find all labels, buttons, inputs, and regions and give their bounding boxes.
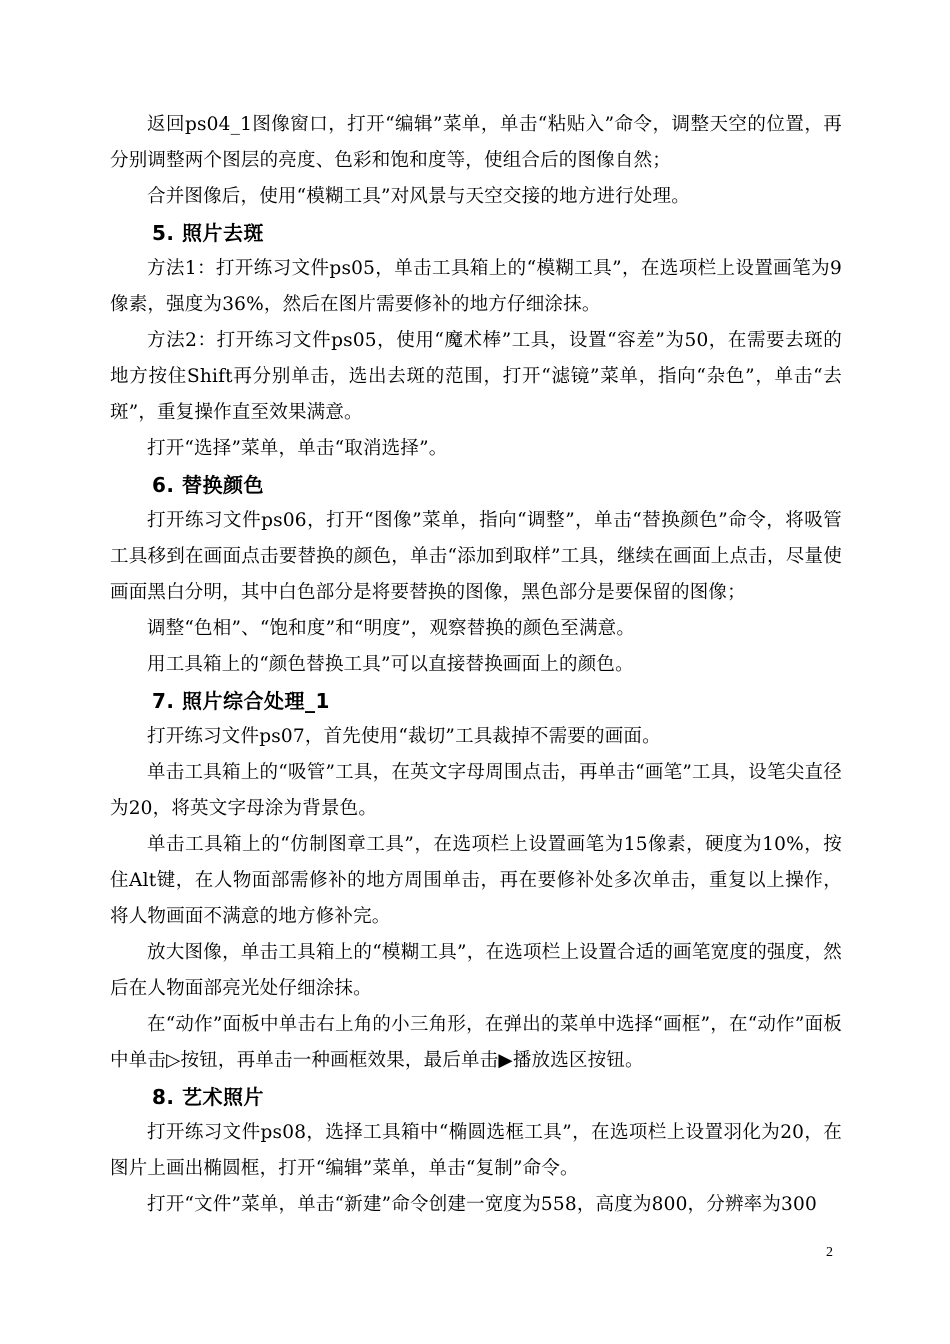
body-text	[110, 107, 842, 1223]
paragraph: 返回ps04_1图像窗口，打开“编辑”菜单，单击“粘贴入”命令，调整天空的位置，再分别调整两个图层的亮度、色彩和饱和度等，使组合后的图像自然；	[110, 114, 842, 171]
paragraph: 用工具箱上的“颜色替换工具”可以直接替换画面上的颜色。	[147, 654, 634, 675]
section-heading: 5. 照片去斑	[152, 221, 264, 245]
paragraph: 打开“文件”菜单，单击“新建”命令创建一宽度为558，高度为800，分辨率为300	[147, 1194, 817, 1215]
paragraph: 打开练习文件ps07，首先使用“裁切”工具裁掉不需要的画面。	[147, 726, 661, 747]
paragraph: 单击工具箱上的“吸管”工具，在英文字母周围点击，再单击“画笔”工具，设笔尖直径为20，将英文字母涂为背景色。	[110, 762, 842, 819]
paragraph: 放大图像，单击工具箱上的“模糊工具”，在选项栏上设置合适的画笔宽度的强度，然后在人物面部亮光处仔细涂抹。	[110, 942, 842, 999]
page-number: 2	[826, 1245, 833, 1260]
paragraph: 合并图像后，使用“模糊工具”对风景与天空交接的地方进行处理。	[147, 186, 690, 207]
section-heading: 6. 替换颜色	[152, 473, 264, 497]
paragraph: 打开“选择”菜单，单击“取消选择”。	[147, 438, 448, 459]
section-heading: 8. 艺术照片	[152, 1085, 264, 1109]
section-heading: 7. 照片综合处理_1	[152, 689, 330, 713]
paragraph: 打开练习文件ps06，打开“图像”菜单，指向“调整”，单击“替换颜色”命令，将吸管工具移到在画面点击要替换的颜色，单击“添加到取样”工具，继续在画面上点击，尽量使画面黑白分明，其中白色部分是将要替换的图像，黑色部分是要保留的图像；	[110, 510, 842, 603]
paragraph: 方法1：打开练习文件ps05，单击工具箱上的“模糊工具”，在选项栏上设置画笔为9像素，强度为36%，然后在图片需要修补的地方仔细涂抹。	[110, 258, 842, 315]
paragraph: 打开练习文件ps08，选择工具箱中“椭圆选框工具”，在选项栏上设置羽化为20，在图片上画出椭圆框，打开“编辑”菜单，单击“复制”命令。	[110, 1122, 842, 1179]
paragraph: 单击工具箱上的“仿制图章工具”，在选项栏上设置画笔为15像素，硬度为10%，按住Alt键，在人物面部需修补的地方周围单击，再在要修补处多次单击，重复以上操作，将人物画面不满意的地方修补完。	[110, 834, 842, 927]
paragraph: 调整“色相”、“饱和度”和“明度”，观察替换的颜色至满意。	[147, 618, 636, 639]
paragraph: 方法2：打开练习文件ps05，使用“魔术棒”工具，设置“容差”为50，在需要去斑的地方按住Shift再分别单击，选出去斑的范围，打开“滤镜”菜单，指向“杂色”，单击“去斑”，重复操作直至效果满意。	[110, 330, 842, 423]
paragraph: 在“动作”面板中单击右上角的小三角形，在弹出的菜单中选择“画框”，在“动作”面板中单击▷按钮，再单击一种画框效果，最后单击▶播放选区按钮。	[110, 1014, 842, 1071]
